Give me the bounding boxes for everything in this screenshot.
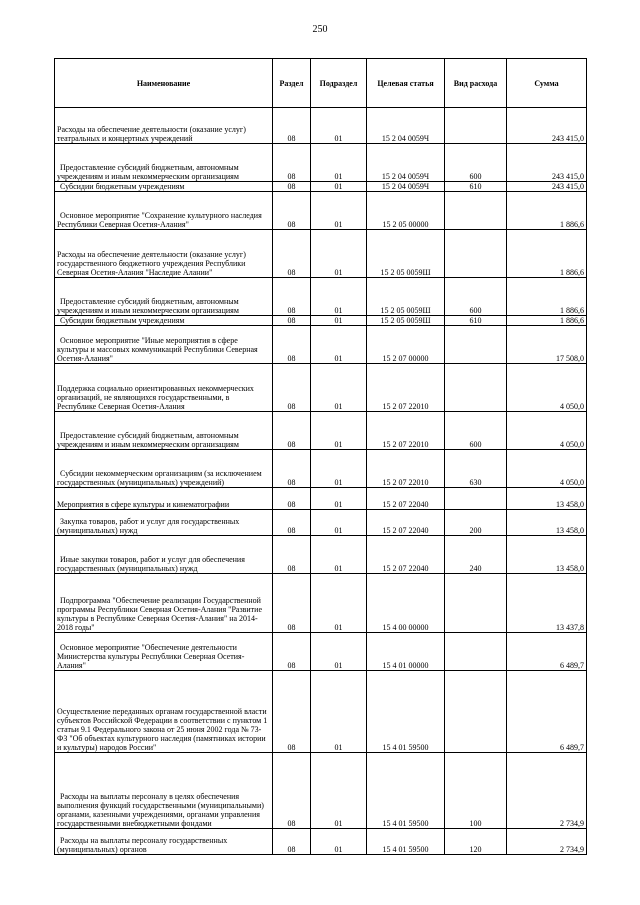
row-section: 08 xyxy=(273,326,311,364)
row-name: Основное мероприятие "Сохранение культурного наследия Республики Северная Осетия-Алания" xyxy=(55,192,273,230)
row-name: Субсидии некоммерческим организациям (за исключением государственных (муниципальных) учреждений) xyxy=(55,450,273,488)
table-row xyxy=(55,412,587,450)
row-section: 08 xyxy=(273,829,311,855)
row-amount: 2 734,9 xyxy=(507,753,587,829)
row-section: 08 xyxy=(273,412,311,450)
row-name: Иные закупки товаров, работ и услуг для обеспечения государственных (муниципальных) нужд xyxy=(55,536,273,574)
row-expense-type xyxy=(445,192,507,230)
row-expense-type: 200 xyxy=(445,510,507,536)
row-name: Субсидии бюджетным учреждениям xyxy=(55,182,273,192)
row-section: 08 xyxy=(273,316,311,326)
table-row xyxy=(55,510,587,536)
row-section: 08 xyxy=(273,510,311,536)
table-row xyxy=(55,829,587,855)
row-subsection: 01 xyxy=(311,316,367,326)
table-row xyxy=(55,316,587,326)
table-row xyxy=(55,278,587,316)
row-expense-type xyxy=(445,574,507,633)
row-name: Основное мероприятие "Обеспечение деятельности Министерства культуры Республики Северная Осетия-Алания" xyxy=(55,633,273,671)
table-row xyxy=(55,671,587,753)
row-expense-type xyxy=(445,108,507,144)
row-amount: 17 508,0 xyxy=(507,326,587,364)
row-subsection: 01 xyxy=(311,278,367,316)
row-target: 15 2 07 22040 xyxy=(367,488,445,510)
row-name: Расходы на обеспечение деятельности (оказание услуг) театральных и концертных учреждений xyxy=(55,108,273,144)
table-row xyxy=(55,753,587,829)
row-target: 15 2 04 0059Ч xyxy=(367,144,445,182)
row-subsection: 01 xyxy=(311,488,367,510)
row-name: Мероприятия в сфере культуры и кинематографии xyxy=(55,488,273,510)
row-amount: 1 886,6 xyxy=(507,192,587,230)
row-target: 15 4 01 59500 xyxy=(367,671,445,753)
row-target: 15 4 01 59500 xyxy=(367,829,445,855)
table-row xyxy=(55,230,587,278)
row-target: 15 2 05 00000 xyxy=(367,192,445,230)
row-name: Поддержка социально ориентированных некоммерческих организаций, не являющихся государственными, в Республике Северная Осетия-Алания xyxy=(55,364,273,412)
table-row xyxy=(55,326,587,364)
row-name: Подпрограмма "Обеспечение реализации Государственной программы Республики Северная Осетия-Алания "Развитие культуры в Республике Северная Осетия-Алания" на 2014-2018 годы" xyxy=(55,574,273,633)
row-amount: 4 050,0 xyxy=(507,364,587,412)
header-section: Раздел xyxy=(273,59,311,108)
row-subsection: 01 xyxy=(311,412,367,450)
header-expense-type: Вид расхода xyxy=(445,59,507,108)
row-section: 08 xyxy=(273,450,311,488)
row-section: 08 xyxy=(273,192,311,230)
row-name: Предоставление субсидий бюджетным, автономным учреждениям и иным некоммерческим организациям xyxy=(55,412,273,450)
row-name: Предоставление субсидий бюджетным, автономным учреждениям и иным некоммерческим организациям xyxy=(55,144,273,182)
header-target: Целевая статья xyxy=(367,59,445,108)
row-expense-type: 100 xyxy=(445,753,507,829)
row-section: 08 xyxy=(273,144,311,182)
row-name: Расходы на обеспечение деятельности (оказание услуг) государственного бюджетного учреждения Республики Северная Осетия-Алания "Наследие Алании" xyxy=(55,230,273,278)
row-expense-type xyxy=(445,326,507,364)
row-target: 15 2 04 0059Ч xyxy=(367,182,445,192)
row-amount: 13 437,8 xyxy=(507,574,587,633)
row-section: 08 xyxy=(273,488,311,510)
row-section: 08 xyxy=(273,364,311,412)
row-name: Расходы на выплаты персоналу в целях обеспечения выполнения функций государственными (муниципальными) органами, казенными учреждениями, органами управления государственными внебюджетными фондами xyxy=(55,753,273,829)
row-subsection: 01 xyxy=(311,230,367,278)
row-section: 08 xyxy=(273,753,311,829)
table-row xyxy=(55,633,587,671)
row-name: Предоставление субсидий бюджетным, автономным учреждениям и иным некоммерческим организациям xyxy=(55,278,273,316)
row-amount: 243 415,0 xyxy=(507,108,587,144)
row-target: 15 2 05 0059Ш xyxy=(367,278,445,316)
row-amount: 13 458,0 xyxy=(507,510,587,536)
row-amount: 243 415,0 xyxy=(507,144,587,182)
header-subsection: Подраздел xyxy=(311,59,367,108)
table-row xyxy=(55,574,587,633)
row-expense-type: 610 xyxy=(445,182,507,192)
row-expense-type: 610 xyxy=(445,316,507,326)
row-section: 08 xyxy=(273,108,311,144)
row-section: 08 xyxy=(273,574,311,633)
row-subsection: 01 xyxy=(311,192,367,230)
table-row xyxy=(55,192,587,230)
table-header-row xyxy=(55,59,587,108)
row-amount: 243 415,0 xyxy=(507,182,587,192)
header-name: Наименование xyxy=(55,59,273,108)
row-section: 08 xyxy=(273,278,311,316)
table-row xyxy=(55,364,587,412)
row-target: 15 2 05 0059Ш xyxy=(367,316,445,326)
row-target: 15 2 05 0059Ш xyxy=(367,230,445,278)
row-subsection: 01 xyxy=(311,633,367,671)
row-expense-type: 600 xyxy=(445,144,507,182)
row-amount: 13 458,0 xyxy=(507,536,587,574)
row-subsection: 01 xyxy=(311,326,367,364)
row-name: Субсидии бюджетным учреждениям xyxy=(55,316,273,326)
row-target: 15 2 07 00000 xyxy=(367,326,445,364)
row-amount: 6 489,7 xyxy=(507,671,587,753)
row-section: 08 xyxy=(273,182,311,192)
row-expense-type: 120 xyxy=(445,829,507,855)
row-subsection: 01 xyxy=(311,753,367,829)
row-expense-type: 600 xyxy=(445,278,507,316)
row-section: 08 xyxy=(273,633,311,671)
row-amount: 4 050,0 xyxy=(507,412,587,450)
row-subsection: 01 xyxy=(311,450,367,488)
row-target: 15 4 01 00000 xyxy=(367,633,445,671)
row-subsection: 01 xyxy=(311,829,367,855)
row-section: 08 xyxy=(273,536,311,574)
table-row xyxy=(55,450,587,488)
row-amount: 1 886,6 xyxy=(507,230,587,278)
row-section: 08 xyxy=(273,671,311,753)
table-row xyxy=(55,182,587,192)
table-row xyxy=(55,488,587,510)
row-amount: 6 489,7 xyxy=(507,633,587,671)
row-subsection: 01 xyxy=(311,364,367,412)
row-section: 08 xyxy=(273,230,311,278)
row-expense-type xyxy=(445,488,507,510)
row-target: 15 4 00 00000 xyxy=(367,574,445,633)
row-target: 15 2 04 0059Ч xyxy=(367,108,445,144)
budget-table xyxy=(54,58,587,855)
row-expense-type: 600 xyxy=(445,412,507,450)
row-subsection: 01 xyxy=(311,671,367,753)
table-row xyxy=(55,536,587,574)
row-target: 15 2 07 22010 xyxy=(367,364,445,412)
row-subsection: 01 xyxy=(311,108,367,144)
row-subsection: 01 xyxy=(311,574,367,633)
row-target: 15 2 07 22040 xyxy=(367,536,445,574)
row-expense-type xyxy=(445,633,507,671)
row-target: 15 2 07 22040 xyxy=(367,510,445,536)
header-amount: Сумма xyxy=(507,59,587,108)
row-target: 15 2 07 22010 xyxy=(367,412,445,450)
row-expense-type: 240 xyxy=(445,536,507,574)
row-subsection: 01 xyxy=(311,144,367,182)
row-amount: 2 734,9 xyxy=(507,829,587,855)
row-target: 15 2 07 22010 xyxy=(367,450,445,488)
row-expense-type: 630 xyxy=(445,450,507,488)
row-expense-type xyxy=(445,230,507,278)
row-subsection: 01 xyxy=(311,510,367,536)
row-expense-type xyxy=(445,364,507,412)
row-name: Основное мероприятие "Иные мероприятия в сфере культуры и массовых коммуникаций Республики Северная Осетия-Алания" xyxy=(55,326,273,364)
row-subsection: 01 xyxy=(311,182,367,192)
row-amount: 13 458,0 xyxy=(507,488,587,510)
row-amount: 1 886,6 xyxy=(507,316,587,326)
row-amount: 4 050,0 xyxy=(507,450,587,488)
page-number: 250 xyxy=(312,24,328,35)
row-amount: 1 886,6 xyxy=(507,278,587,316)
table-row xyxy=(55,108,587,144)
table-row xyxy=(55,144,587,182)
row-expense-type xyxy=(445,671,507,753)
row-name: Закупка товаров, работ и услуг для государственных (муниципальных) нужд xyxy=(55,510,273,536)
row-name: Расходы на выплаты персоналу государственных (муниципальных) органов xyxy=(55,829,273,855)
row-subsection: 01 xyxy=(311,536,367,574)
row-name: Осуществление переданных органам государственной власти субъектов Российской Федерации в соответствии с пунктом 1 статьи 9.1 Федерального закона от 25 июня 2002 года № 73-ФЗ "Об объектах культурного наследия (памятниках истории и культуры) народов России" xyxy=(55,671,273,753)
row-target: 15 4 01 59500 xyxy=(367,753,445,829)
